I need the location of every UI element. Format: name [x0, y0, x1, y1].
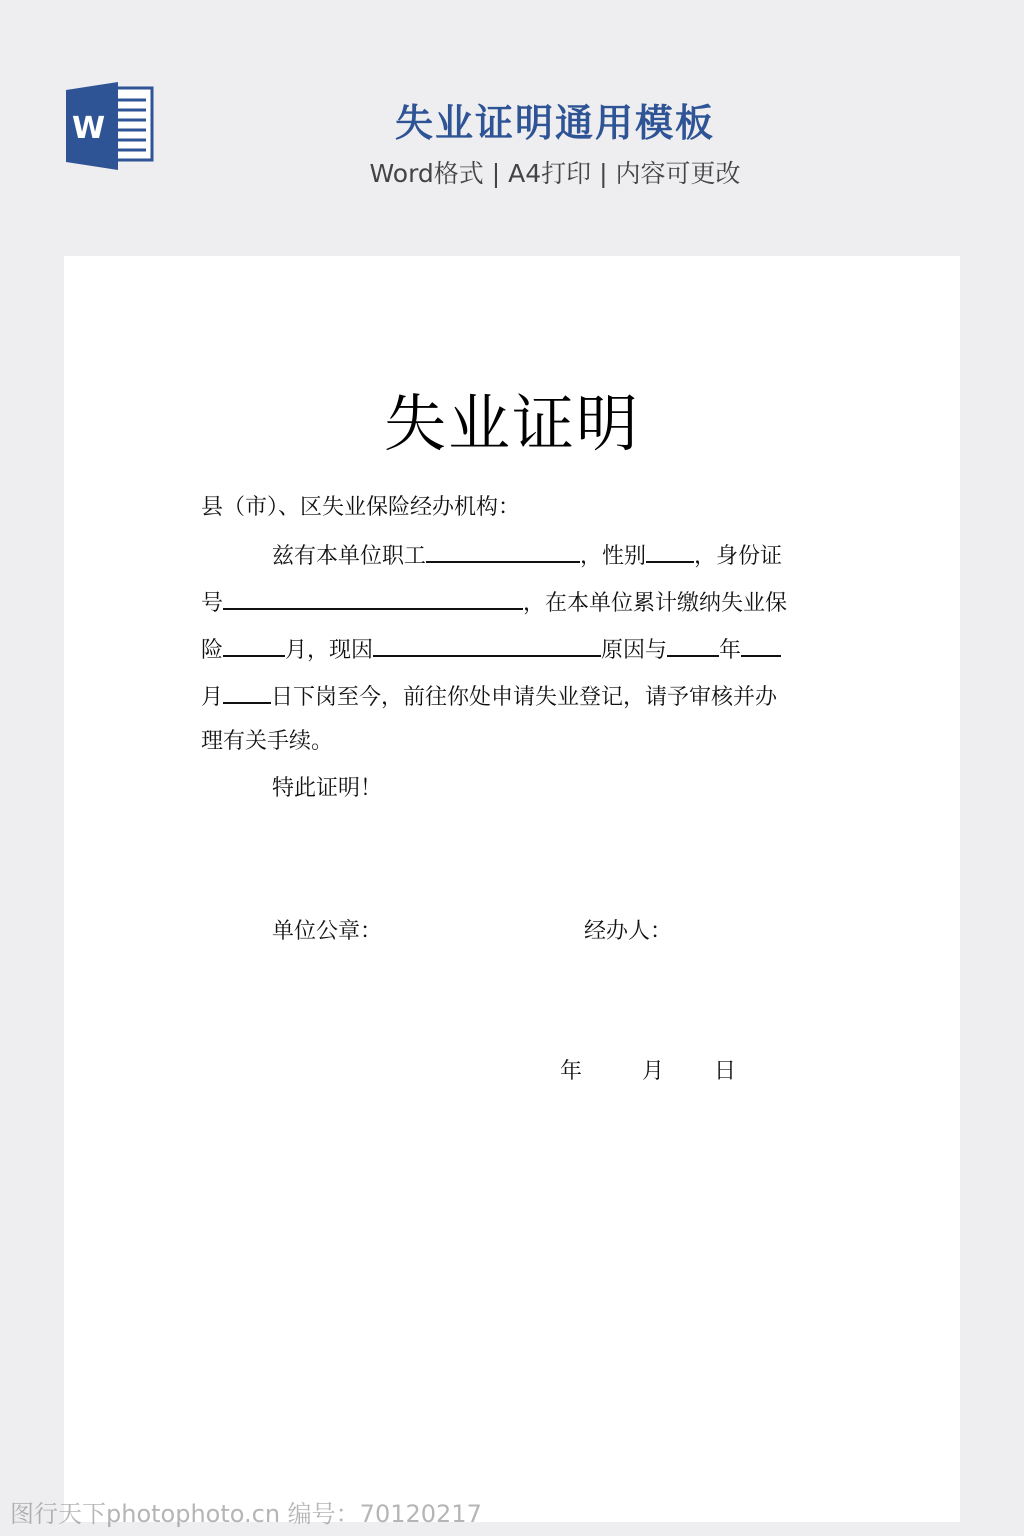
date-day: 日: [714, 1059, 737, 1084]
word-document-icon: [64, 80, 156, 172]
date-year: 年: [560, 1059, 583, 1084]
watermark-text: 图行天下photophoto.cn 编号：70120217: [10, 1500, 482, 1528]
body-text: ，性别: [580, 544, 647, 569]
body-text: 年: [719, 638, 742, 663]
company-stamp-label: 单位公章：: [272, 919, 383, 944]
reason-blank: [373, 633, 601, 657]
date-month: 月: [642, 1059, 665, 1084]
body-text: 月: [201, 685, 224, 710]
template-subtitle: Word格式 | A4打印 | 内容可更改: [369, 159, 741, 188]
document-title: 失业证明: [383, 387, 640, 460]
addressee-line: 县（市）、区失业保险经办机构：: [201, 495, 521, 520]
month-blank: [741, 633, 781, 657]
body-text: ，身份证: [694, 544, 783, 569]
months-blank: [223, 633, 285, 657]
id-number-blank: [223, 586, 523, 610]
body-text: 月，现因: [285, 638, 374, 663]
template-title: 失业证明通用模板: [394, 101, 715, 145]
year-blank: [667, 633, 719, 657]
gender-blank: [646, 539, 694, 563]
body-line-4: [201, 680, 777, 713]
body-text: 兹有本单位职工: [272, 544, 427, 569]
day-blank: [223, 680, 271, 704]
document-page: [64, 256, 960, 1522]
body-text: ，在本单位累计缴纳失业保: [523, 591, 788, 616]
body-line-1: [272, 539, 782, 572]
body-text: 号: [201, 591, 224, 616]
body-line-5: 理有关手续。: [201, 729, 334, 754]
name-blank: [426, 539, 580, 563]
body-line-2: [201, 586, 787, 619]
handler-label: 经办人：: [584, 919, 673, 944]
body-text: 原因与: [601, 638, 668, 663]
body-line-3: [201, 633, 781, 666]
template-header: [0, 0, 1024, 256]
body-text: 险: [201, 638, 224, 663]
body-text: 日下岗至今，前往你处申请失业登记，请予审核并办: [271, 685, 778, 710]
closing-line: 特此证明！: [272, 776, 383, 801]
date-line: [560, 1054, 736, 1085]
word-icon-letter: W: [72, 111, 106, 146]
